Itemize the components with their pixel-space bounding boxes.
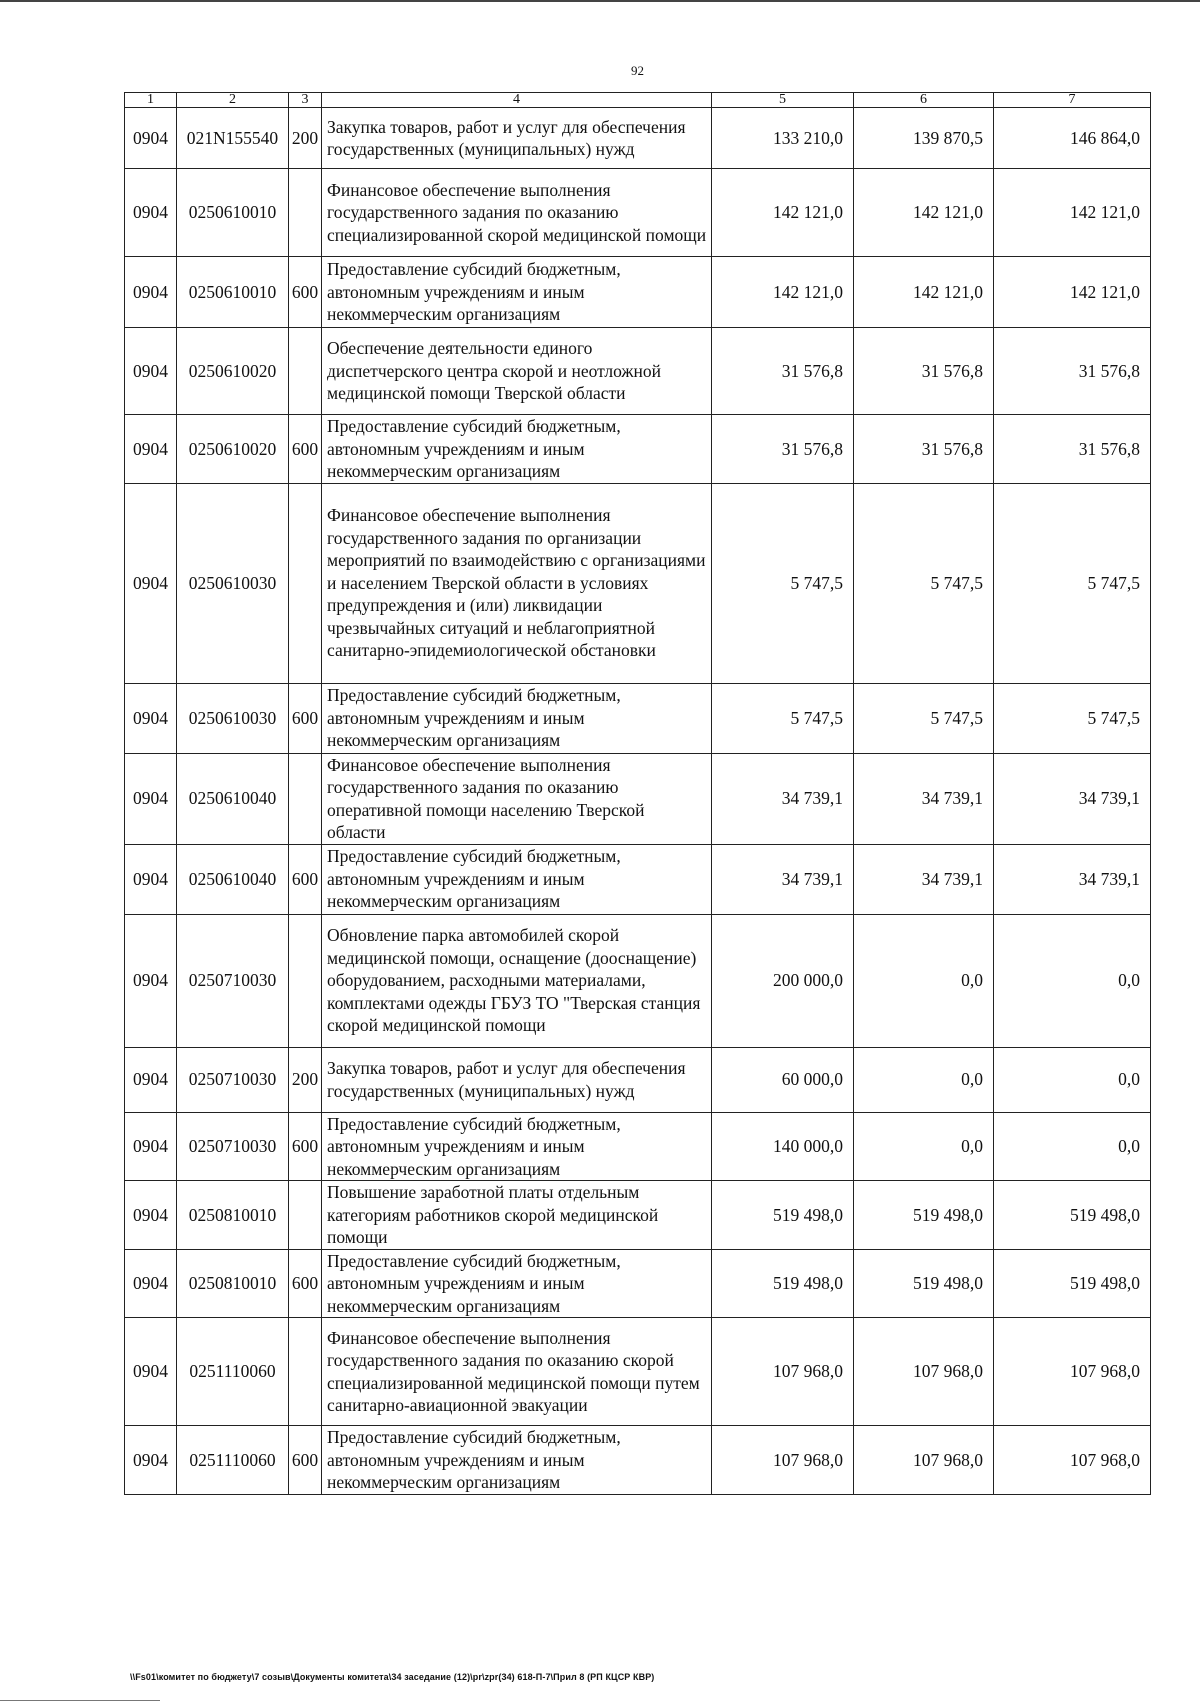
cell-name: Предоставление субсидий бюджетным, автономным учреждениям и иным некоммерческим организациям	[322, 1426, 712, 1495]
cell-value-col6: 0,0	[854, 1047, 994, 1112]
cell-name: Предоставление субсидий бюджетным, автономным учреждениям и иным некоммерческим организациям	[322, 683, 712, 753]
cell-target-code: 021N155540	[177, 108, 289, 169]
table-row	[125, 1318, 1151, 1426]
cell-section: 0904	[125, 844, 177, 914]
cell-target-code: 0250710030	[177, 1047, 289, 1112]
cell-target-code: 0250810010	[177, 1181, 289, 1250]
cell-section: 0904	[125, 108, 177, 169]
cell-value-col5: 5 747,5	[712, 683, 854, 753]
table-row	[125, 169, 1151, 257]
cell-name: Финансовое обеспечение выполнения государственного задания по организации мероприятий по взаимодействию с организациями и населением Тверской области в условиях предупреждения и (или) ликвидации чрезвычайных ситуаций и неблагоприятной санитарно-эпидемиологической обстановки	[322, 483, 712, 683]
cell-expense-type	[289, 328, 322, 415]
cell-value-col6: 107 968,0	[854, 1426, 994, 1495]
cell-section: 0904	[125, 914, 177, 1047]
cell-value-col6: 142 121,0	[854, 257, 994, 328]
cell-value-col7: 5 747,5	[994, 683, 1151, 753]
cell-name: Предоставление субсидий бюджетным, автономным учреждениям и иным некоммерческим организациям	[322, 1249, 712, 1318]
table-body	[125, 108, 1151, 1495]
cell-value-col7: 31 576,8	[994, 328, 1151, 415]
cell-expense-type	[289, 483, 322, 683]
table-row	[125, 108, 1151, 169]
cell-value-col5: 142 121,0	[712, 169, 854, 257]
cell-name: Повышение заработной платы отдельным категориям работников скорой медицинской помощи	[322, 1181, 712, 1250]
cell-section: 0904	[125, 1426, 177, 1495]
table-row	[125, 753, 1151, 844]
cell-name: Закупка товаров, работ и услуг для обеспечения государственных (муниципальных) нужд	[322, 1047, 712, 1112]
top-border-line	[0, 0, 1200, 2]
table-row	[125, 483, 1151, 683]
table-row	[125, 914, 1151, 1047]
cell-target-code: 0250610040	[177, 753, 289, 844]
cell-expense-type: 600	[289, 257, 322, 328]
table-row	[125, 415, 1151, 484]
cell-section: 0904	[125, 483, 177, 683]
cell-expense-type: 600	[289, 1426, 322, 1495]
cell-value-col7: 519 498,0	[994, 1181, 1151, 1250]
cell-name: Предоставление субсидий бюджетным, автономным учреждениям и иным некоммерческим организациям	[322, 257, 712, 328]
cell-expense-type: 200	[289, 108, 322, 169]
cell-value-col6: 34 739,1	[854, 753, 994, 844]
cell-value-col6: 0,0	[854, 914, 994, 1047]
table-row	[125, 1181, 1151, 1250]
cell-value-col6: 34 739,1	[854, 844, 994, 914]
table-row	[125, 1112, 1151, 1181]
cell-value-col6: 142 121,0	[854, 169, 994, 257]
cell-name: Закупка товаров, работ и услуг для обеспечения государственных (муниципальных) нужд	[322, 108, 712, 169]
cell-name: Обновление парка автомобилей скорой медицинской помощи, оснащение (дооснащение) оборудованием, расходными материалами, комплектами одежды ГБУЗ ТО "Тверская станция скорой медицинской помощи	[322, 914, 712, 1047]
cell-value-col6: 31 576,8	[854, 328, 994, 415]
cell-name: Финансовое обеспечение выполнения государственного задания по оказанию скорой специализированной медицинской помощи путем санитарно-авиационной эвакуации	[322, 1318, 712, 1426]
cell-value-col7: 146 864,0	[994, 108, 1151, 169]
header-col-3: 3	[289, 93, 322, 108]
table-row	[125, 1047, 1151, 1112]
cell-expense-type	[289, 1181, 322, 1250]
header-row	[125, 93, 1151, 108]
table-row	[125, 683, 1151, 753]
cell-expense-type: 600	[289, 683, 322, 753]
cell-value-col6: 139 870,5	[854, 108, 994, 169]
cell-value-col7: 0,0	[994, 914, 1151, 1047]
cell-value-col7: 34 739,1	[994, 844, 1151, 914]
budget-table	[124, 92, 1151, 1495]
cell-name: Предоставление субсидий бюджетным, автономным учреждениям и иным некоммерческим организациям	[322, 415, 712, 484]
cell-section: 0904	[125, 257, 177, 328]
cell-name: Предоставление субсидий бюджетным, автономным учреждениям и иным некоммерческим организациям	[322, 1112, 712, 1181]
cell-name: Предоставление субсидий бюджетным, автономным учреждениям и иным некоммерческим организациям	[322, 844, 712, 914]
cell-target-code: 0250610020	[177, 328, 289, 415]
cell-value-col7: 142 121,0	[994, 257, 1151, 328]
cell-expense-type: 600	[289, 415, 322, 484]
header-col-6: 6	[854, 93, 994, 108]
cell-value-col5: 519 498,0	[712, 1181, 854, 1250]
cell-value-col7: 0,0	[994, 1112, 1151, 1181]
cell-name: Финансовое обеспечение выполнения государственного задания по оказанию оперативной помощи населению Тверской области	[322, 753, 712, 844]
cell-value-col7: 519 498,0	[994, 1249, 1151, 1318]
cell-section: 0904	[125, 1181, 177, 1250]
cell-section: 0904	[125, 1112, 177, 1181]
cell-target-code: 0251110060	[177, 1426, 289, 1495]
cell-target-code: 0250710030	[177, 914, 289, 1047]
cell-value-col7: 107 968,0	[994, 1426, 1151, 1495]
cell-value-col7: 5 747,5	[994, 483, 1151, 683]
table-row	[125, 257, 1151, 328]
cell-value-col5: 31 576,8	[712, 328, 854, 415]
table-row	[125, 1249, 1151, 1318]
table-row	[125, 844, 1151, 914]
header-col-5: 5	[712, 93, 854, 108]
header-col-2: 2	[177, 93, 289, 108]
header-col-7: 7	[994, 93, 1151, 108]
cell-value-col6: 5 747,5	[854, 683, 994, 753]
cell-value-col6: 0,0	[854, 1112, 994, 1181]
page-number: 92	[631, 63, 644, 78]
cell-value-col7: 142 121,0	[994, 169, 1151, 257]
cell-value-col5: 200 000,0	[712, 914, 854, 1047]
cell-target-code: 0250710030	[177, 1112, 289, 1181]
cell-target-code: 0250610010	[177, 169, 289, 257]
cell-target-code: 0250810010	[177, 1249, 289, 1318]
cell-section: 0904	[125, 683, 177, 753]
table-row	[125, 1426, 1151, 1495]
cell-value-col5: 5 747,5	[712, 483, 854, 683]
cell-name: Финансовое обеспечение выполнения государственного задания по оказанию специализированной скорой медицинской помощи	[322, 169, 712, 257]
cell-value-col5: 34 739,1	[712, 844, 854, 914]
cell-value-col5: 133 210,0	[712, 108, 854, 169]
cell-value-col7: 34 739,1	[994, 753, 1151, 844]
cell-value-col6: 107 968,0	[854, 1318, 994, 1426]
footer-file-path: \\Fs01\комитет по бюджету\7 созыв\Документы комитета\34 заседание (12)\pr\zpr(34) 618-П-7\Прил 8 (РП КЦСР КВР)	[130, 1672, 655, 1682]
cell-value-col5: 107 968,0	[712, 1426, 854, 1495]
cell-value-col5: 519 498,0	[712, 1249, 854, 1318]
cell-section: 0904	[125, 169, 177, 257]
cell-value-col5: 60 000,0	[712, 1047, 854, 1112]
cell-expense-type	[289, 1318, 322, 1426]
cell-target-code: 0250610020	[177, 415, 289, 484]
cell-target-code: 0250610010	[177, 257, 289, 328]
cell-name: Обеспечение деятельности единого диспетчерского центра скорой и неотложной медицинской помощи Тверской области	[322, 328, 712, 415]
table-row	[125, 328, 1151, 415]
cell-section: 0904	[125, 1047, 177, 1112]
cell-expense-type	[289, 753, 322, 844]
cell-value-col5: 31 576,8	[712, 415, 854, 484]
cell-section: 0904	[125, 1318, 177, 1426]
header-col-1: 1	[125, 93, 177, 108]
cell-expense-type: 600	[289, 844, 322, 914]
cell-section: 0904	[125, 753, 177, 844]
bottom-border-line	[0, 1700, 160, 1701]
cell-value-col6: 519 498,0	[854, 1249, 994, 1318]
cell-expense-type	[289, 169, 322, 257]
cell-value-col6: 5 747,5	[854, 483, 994, 683]
cell-target-code: 0250610040	[177, 844, 289, 914]
cell-target-code: 0251110060	[177, 1318, 289, 1426]
cell-value-col7: 0,0	[994, 1047, 1151, 1112]
cell-target-code: 0250610030	[177, 483, 289, 683]
cell-expense-type: 600	[289, 1112, 322, 1181]
cell-value-col5: 142 121,0	[712, 257, 854, 328]
cell-expense-type	[289, 914, 322, 1047]
header-col-4: 4	[322, 93, 712, 108]
cell-value-col7: 31 576,8	[994, 415, 1151, 484]
cell-section: 0904	[125, 415, 177, 484]
cell-value-col7: 107 968,0	[994, 1318, 1151, 1426]
cell-value-col6: 519 498,0	[854, 1181, 994, 1250]
cell-value-col5: 107 968,0	[712, 1318, 854, 1426]
cell-value-col6: 31 576,8	[854, 415, 994, 484]
cell-value-col5: 34 739,1	[712, 753, 854, 844]
cell-expense-type: 600	[289, 1249, 322, 1318]
cell-expense-type: 200	[289, 1047, 322, 1112]
cell-target-code: 0250610030	[177, 683, 289, 753]
cell-section: 0904	[125, 1249, 177, 1318]
cell-section: 0904	[125, 328, 177, 415]
cell-value-col5: 140 000,0	[712, 1112, 854, 1181]
